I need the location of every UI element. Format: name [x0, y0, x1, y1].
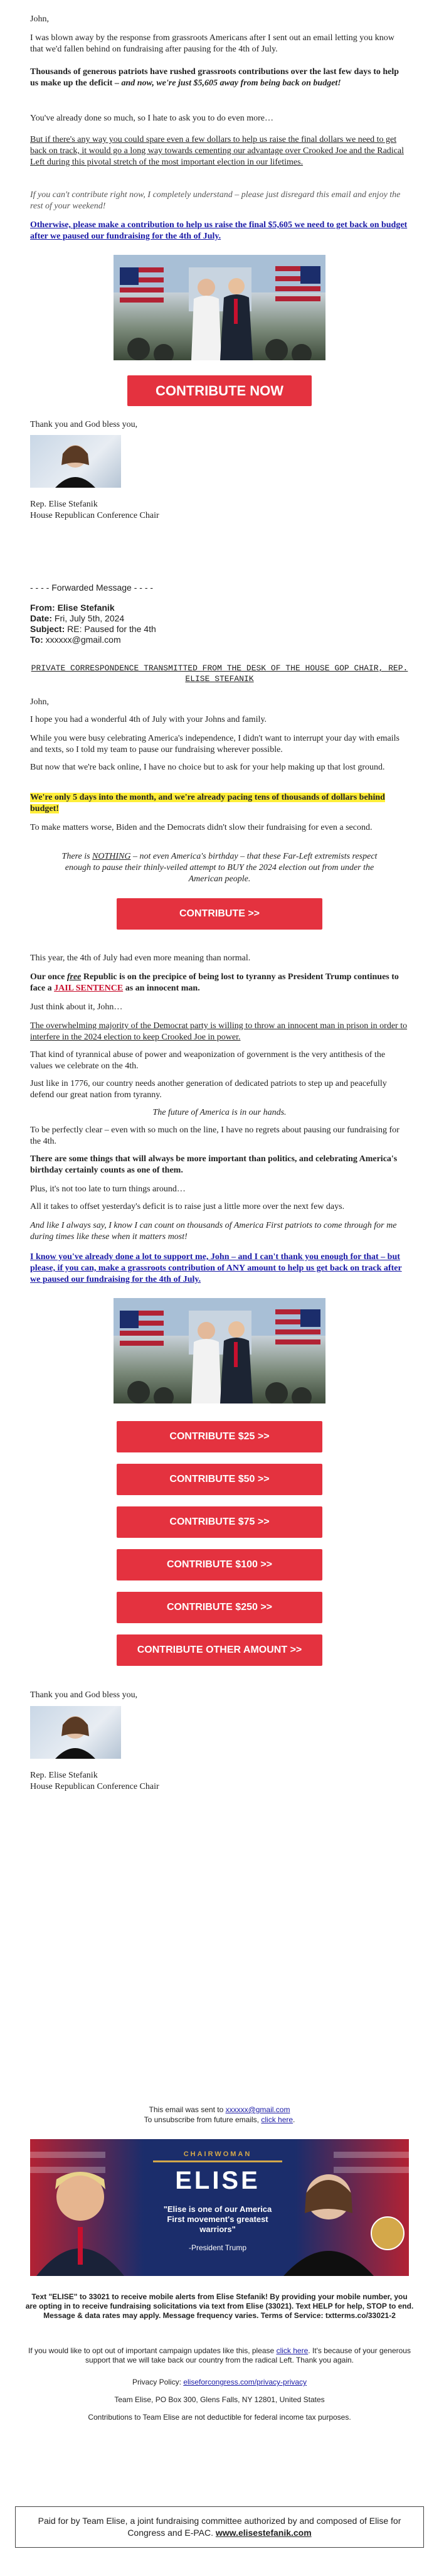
fwd-p4: [30, 792, 409, 815]
rally-photo[interactable]: [114, 255, 325, 360]
thanks-bottom: Thank you and God bless you,: [30, 1690, 138, 1700]
paid-for-text: Paid for by Team Elise, a joint fundraising committee authorized by and composed of Elise for Congress and E-PAC. www.elisestefanik.com: [38, 2516, 401, 2538]
fwd-p14: There are some things that will always be more important than politics, and celebrating America's birthday certainly counts as one of them.: [30, 1154, 398, 1175]
sig-name-top: Rep. Elise Stefanik: [30, 500, 98, 509]
already-done: You've already done so much, so I hate to ask you to do even more…: [30, 114, 273, 123]
tax-line: Contributions to Team Elise are not deductible for federal income tax purposes.: [88, 2413, 351, 2422]
contribute-now-button[interactable]: CONTRIBUTE NOW: [127, 375, 312, 406]
banner-attrib: -President Trump: [188, 2243, 247, 2252]
fwd-p18-link[interactable]: I know you've already done a lot to support me, John – and I can't thank you enough for that – but please, if you can, make a grassroots contribution of ANY amount to help us get back on track after we paused our fundraising for the 4th of July.: [30, 1252, 402, 1284]
from-line: From: Elise Stefanik: [30, 603, 115, 613]
fwd-p15: Plus, it's not too late to turn things around…: [30, 1184, 186, 1194]
banner-name: ELISE: [175, 2167, 260, 2194]
unsubscribe-link[interactable]: click here: [261, 2115, 294, 2124]
private-banner: PRIVATE CORRESPONDENCE TRANSMITTED FROM THE DESK OF THE HOUSE GOP CHAIR, REP. ELISE STEFANIK: [31, 663, 408, 684]
thanks-top: Thank you and God bless you,: [30, 420, 138, 429]
greeting: John,: [30, 14, 49, 24]
contribute-100-button[interactable]: CONTRIBUTE $100 >>: [117, 1549, 322, 1580]
forwarded-title: - - - - Forwarded Message - - - -: [30, 582, 154, 593]
fwd-p2: While you were busy celebrating America's independence, I didn't want to interrupt your day with emails and texts, so I told my team to pause our fundraising wherever possible.: [30, 734, 399, 754]
optout-link[interactable]: click here: [276, 2346, 309, 2355]
portrait-photo: [30, 435, 121, 488]
contribute-25-button[interactable]: CONTRIBUTE $25 >>: [117, 1421, 322, 1452]
contribute-other-button[interactable]: CONTRIBUTE OTHER AMOUNT >>: [117, 1634, 322, 1666]
address-line: Team Elise, PO Box 300, Glens Falls, NY 12801, United States: [114, 2395, 325, 2404]
contribute-50-button[interactable]: CONTRIBUTE $50 >>: [117, 1464, 322, 1495]
contribute-button[interactable]: CONTRIBUTE >>: [117, 898, 322, 930]
blue-ask-link[interactable]: Otherwise, please make a contribution to help us raise the final $5,605 we need to get back on budget after we paused our fundraising for the 4th of July.: [30, 220, 408, 241]
optout-line: If you would like to opt out of important campaign updates like this, please click here. It's because of your generous support that we will take back our country from the radical Left. Thank you again.: [28, 2346, 411, 2364]
contribute-250-button[interactable]: CONTRIBUTE $250 >>: [117, 1592, 322, 1623]
fwd-p8: Just think about it, John…: [30, 1002, 123, 1012]
chairwoman-banner[interactable]: [30, 2139, 409, 2276]
fwd-greeting: John,: [30, 697, 49, 707]
banner-chairwoman: CHAIRWOMAN: [183, 2150, 252, 2158]
sent-to: This email was sent to xxxxxx@gmail.com: [149, 2105, 290, 2114]
fwd-p10: That kind of tyrannical abuse of power and weaponization of government is the very antithesis of the values we celebrate on the 4th.: [30, 1050, 386, 1071]
privacy-line: Privacy Policy: eliseforcongress.com/privacy-privacy: [132, 2378, 307, 2386]
once-free-paragraph: Our once free Republic is on the precipice of being lost to tyranny as President Trump continues to face a JAIL SENTENCE as an innocent man.: [30, 972, 399, 993]
intro-paragraph: I was blown away by the response from grassroots Americans after I sent out an email letting you know that we'd fallen behind on fundraising after pausing for the 4th of July.: [30, 33, 394, 54]
thousands-italic: – and now, we're just $5,605 away from being back on budget!: [112, 78, 341, 88]
fwd-p12: The future of America is in our hands.: [152, 1108, 287, 1117]
thousands-bold: Thousands of generous patriots have rushed grassroots contributions over the last few days to help us make up the deficit: [30, 67, 399, 88]
fwd-p3: But now that we're back online, I have no choice but to ask for your help making up that lost ground.: [30, 763, 385, 772]
fwd-p17: And like I always say, I know I can count on thousands of America First patriots to come through for me during times like these when it matters most!: [30, 1221, 397, 1242]
fwd-p13: To be perfectly clear – even with so much on the line, I have no regrets about pausing our fundraising for the 4th.: [30, 1125, 399, 1146]
date-line: Date: Fri, July 5th, 2024: [30, 613, 125, 623]
portrait-photo-2: [30, 1706, 121, 1759]
italic-note: If you can't contribute right now, I completely understand – please just disregard this email and enjoy the rest of your weekend!: [30, 190, 401, 211]
fwd-p6: This year, the 4th of July had even more meaning than normal.: [30, 953, 251, 963]
contribute-75-button[interactable]: CONTRIBUTE $75 >>: [117, 1506, 322, 1538]
nothing-paragraph: There is NOTHING – not even America's birthday – that these Far-Left extremists respect enough to pause their thinly-veiled attempt to BUY the 2024 election out from under the American people.: [61, 852, 378, 884]
subject-line: Subject: RE: Paused for the 4th: [30, 624, 156, 634]
banner-quote: "Elise is one of our America First movement's greatest warriors": [163, 2204, 272, 2234]
privacy-link[interactable]: eliseforcongress.com/privacy-privacy: [183, 2378, 307, 2386]
to-line: To: xxxxxx@gmail.com: [30, 635, 121, 645]
unsubscribe-line: To unsubscribe from future emails, click here.: [144, 2115, 295, 2124]
sig-name-bottom: Rep. Elise Stefanik: [30, 1771, 98, 1780]
paid-for-box: [15, 2506, 424, 2548]
underlined-ask: But if there's any way you could spare even a few dollars to help us raise the final dollars we need to get back on track, it would go a long way towards cementing our advantage over Crooked Joe and the Radical Left during this pivotal stretch of the most important election in our lifetimes.: [30, 135, 404, 167]
highlight-text: We're only 5 days into the month, and we're already pacing tens of thousands of dollars behind budget!: [30, 793, 385, 813]
paid-for-link[interactable]: www.elisestefanik.com: [215, 2528, 312, 2538]
rally-photo-2[interactable]: [114, 1298, 325, 1403]
thousands-paragraph: [30, 67, 409, 89]
fwd-p1: I hope you had a wonderful 4th of July with your Johns and family.: [30, 715, 267, 724]
sig-title-top: House Republican Conference Chair: [30, 511, 159, 520]
sms-text: Text "ELISE" to 33021 to receive mobile alerts from Elise Stefanik! By providing your mobile number, you are opting in to receive fundraising solicitations via text from Elise (33021). Text HELP for help, STOP to end. Message & data rates may apply. Message frequency varies. Terms of Service: txtterms.co/33021-2: [25, 2292, 414, 2320]
fwd-p11: Just like in 1776, our country needs another generation of dedicated patriots to step up and peacefully defend our great nation from tyranny.: [30, 1079, 387, 1100]
fwd-p9: The overwhelming majority of the Democrat party is willing to throw an innocent man in prison in order to interfere in the 2024 election to keep Crooked Joe in power.: [30, 1021, 408, 1042]
fwd-p16: All it takes to offset yesterday's deficit is to raise just a little more over the next few days.: [30, 1202, 345, 1211]
sent-to-email[interactable]: xxxxxx@gmail.com: [225, 2105, 290, 2114]
fwd-p5: To make matters worse, Biden and the Democrats didn't slow their fundraising for even a second.: [30, 823, 373, 832]
sig-title-bottom: House Republican Conference Chair: [30, 1782, 159, 1791]
